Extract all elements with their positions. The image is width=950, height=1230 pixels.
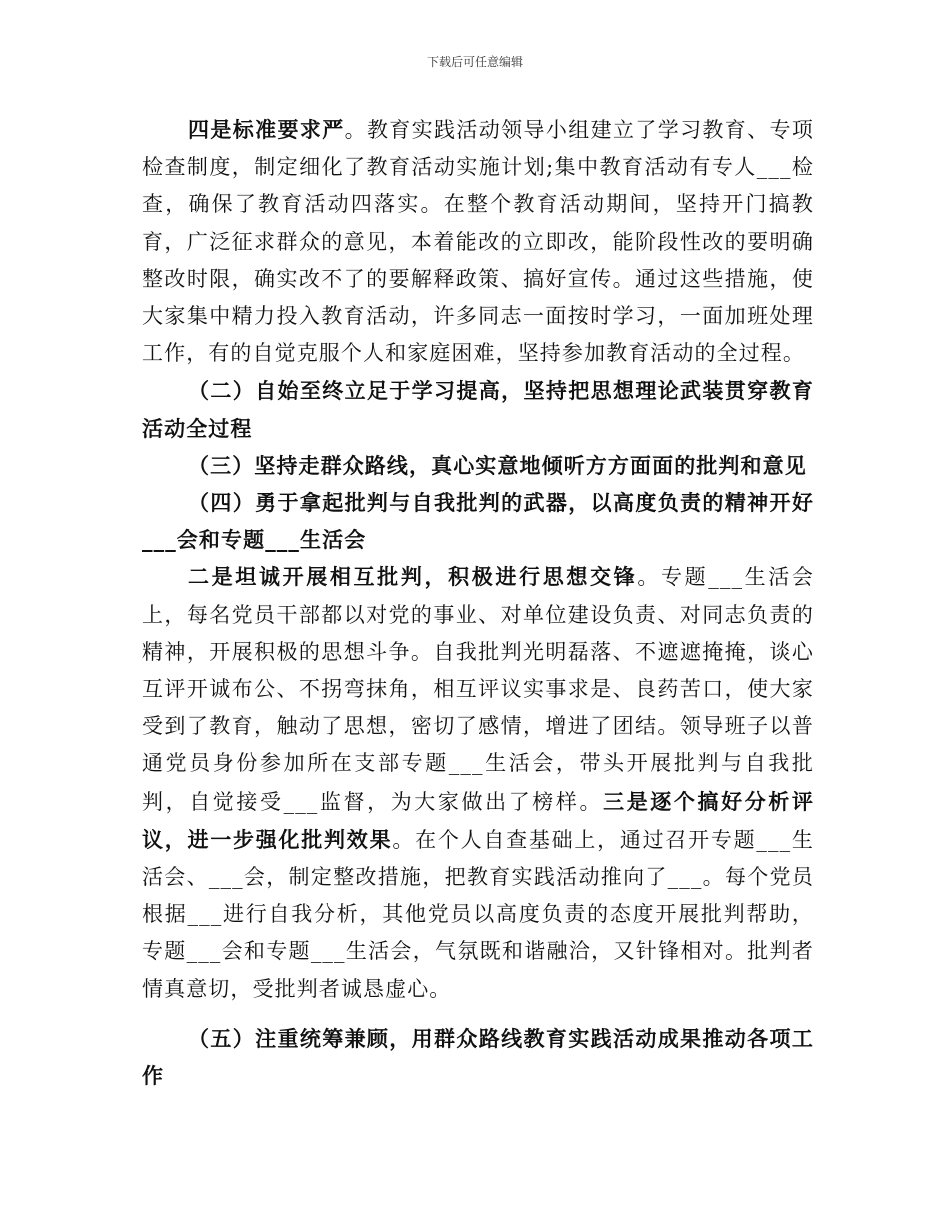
document-body xyxy=(142,111,814,1094)
section-heading-2: （二）自始至终立足于学习提高，坚持把思想理论武装贯穿教育活动全过程 xyxy=(142,378,814,441)
section-heading-3: （三）坚持走群众路线，真心实意地倾听方方面面的批判和意见 xyxy=(188,452,807,478)
paragraph-lead: 二是坦诚开展相互批判，积极进行思想交锋 xyxy=(188,564,638,590)
paragraph-lead: 三是逐个搞好分析评议，进一步强化批判效果 xyxy=(142,788,814,852)
section-heading-5: （五）注重统筹兼顾，用群众路线教育实践活动成果推动各项工作 xyxy=(142,1025,814,1089)
page-header: 下载后可任意编辑 xyxy=(426,55,523,69)
paragraph-text: 。在个人自查基础上，通过召开专题___生活会、___会，制定整改措施，把教育实践活动推向了___。每个党员根据___进行自我分析，其他党员以高度负责的态度开展批判帮助，专题___会和专题___生活会，气氛既和谐融洽，又针锋相对。批判者情真意切，受批判者诚恳虚心。 xyxy=(142,827,814,1001)
paragraph-text: 。专题___生活会上，每名党员干部都以对党的事业、对单位建设负责、对同志负责的精神，开展积极的思想斗争。自我批判光明磊落、不遮遮掩掩，谈心互评开诚布公、不拐弯抹角，相互评议实事求是、良药苦口，使大家受到了教育，触动了思想，密切了感情，增进了团结。领导班子以普通党员身份参加所在支部专题___生活会，带头开展批判与自我批判，自觉接受___监督，为大家做出了榜样。 xyxy=(142,565,814,814)
paragraph-lead: 四是标准要求严 xyxy=(188,117,345,142)
section-heading-4: （四）勇于拿起批判与自我批判的武器，以高度负责的精神开好___会和专题___生活会 xyxy=(142,490,814,553)
paragraph-criticism xyxy=(142,558,814,1007)
paragraph-standards xyxy=(142,111,814,372)
paragraph-text: 。教育实践活动领导小组建立了学习教育、专项检查制度，制定细化了教育活动实施计划;集中教育活动有专人___检查，确保了教育活动四落实。在整个教育活动期间，坚持开门搞教育，广泛征求群众的意见，本着能改的立即改，能阶段性改的要明确整改时限，确实改不了的要解释政策、搞好宣传。通过这些措施，使大家集中精力投入教育活动，许多同志一面按时学习，一面加班处理工作，有的自觉克服个人和家庭困难，坚持参加教育活动的全过程。 xyxy=(142,118,815,366)
